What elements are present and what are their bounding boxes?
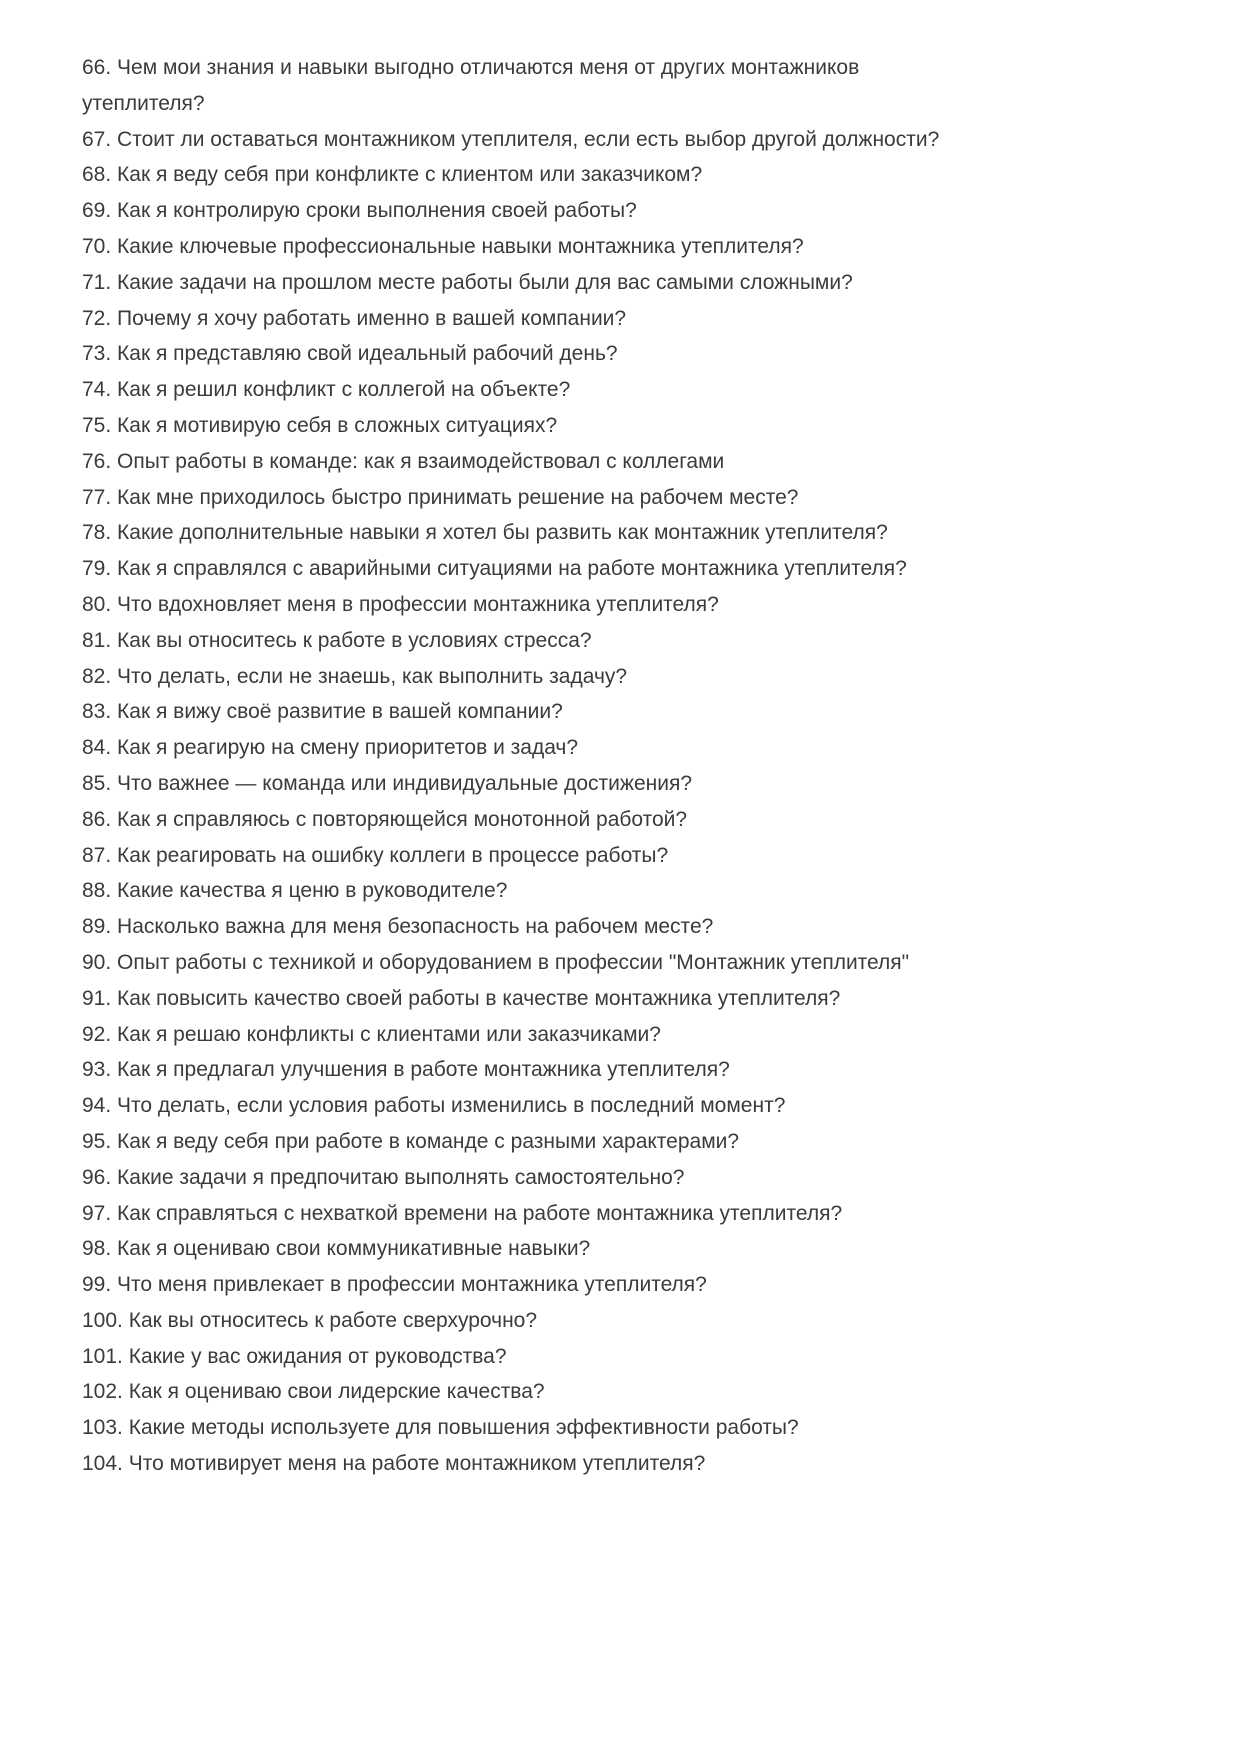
question-item: 67. Стоит ли оставаться монтажником утеплителя, если есть выбор другой должности? bbox=[82, 127, 940, 151]
question-item: 80. Что вдохновляет меня в профессии монтажника утеплителя? bbox=[82, 592, 719, 616]
question-item: 82. Что делать, если не знаешь, как выполнить задачу? bbox=[82, 664, 628, 688]
question-item: 94. Что делать, если условия работы изменились в последний момент? bbox=[82, 1094, 786, 1118]
question-item: 69. Как я контролирую сроки выполнения своей работы? bbox=[82, 199, 637, 223]
question-item: 83. Как я вижу своё развитие в вашей компании? bbox=[82, 700, 563, 724]
question-item: 98. Как я оцениваю свои коммуникативные навыки? bbox=[82, 1237, 591, 1261]
question-item: 97. Как справляться с нехваткой времени на работе монтажника утеплителя? bbox=[82, 1201, 843, 1225]
question-item: 76. Опыт работы в команде: как я взаимодействовал с коллегами bbox=[82, 449, 725, 473]
question-item: 66. Чем мои знания и навыки выгодно отличаются меня от других монтажников утеплителя? bbox=[82, 56, 860, 115]
question-item: 81. Как вы относитесь к работе в условиях стресса? bbox=[82, 628, 592, 652]
question-item: 74. Как я решил конфликт с коллегой на объекте? bbox=[82, 378, 571, 402]
question-item: 77. Как мне приходилось быстро принимать решение на рабочем месте? bbox=[82, 485, 799, 509]
question-item: 71. Какие задачи на прошлом месте работы были для вас самыми сложными? bbox=[82, 270, 853, 294]
question-list bbox=[82, 50, 972, 1482]
question-item: 78. Какие дополнительные навыки я хотел бы развить как монтажник утеплителя? bbox=[82, 521, 888, 545]
question-item: 103. Какие методы используете для повышения эффективности работы? bbox=[82, 1416, 799, 1440]
question-item: 70. Какие ключевые профессиональные навыки монтажника утеплителя? bbox=[82, 234, 804, 258]
question-item: 88. Какие качества я ценю в руководителе? bbox=[82, 879, 508, 903]
question-item: 91. Как повысить качество своей работы в качестве монтажника утеплителя? bbox=[82, 986, 841, 1010]
question-item: 87. Как реагировать на ошибку коллеги в процессе работы? bbox=[82, 843, 669, 867]
question-item: 101. Какие у вас ожидания от руководства? bbox=[82, 1344, 507, 1368]
question-item: 92. Как я решаю конфликты с клиентами или заказчиками? bbox=[82, 1022, 661, 1046]
question-item: 68. Как я веду себя при конфликте с клиентом или заказчиком? bbox=[82, 163, 703, 187]
question-item: 85. Что важнее — команда или индивидуальные достижения? bbox=[82, 771, 693, 795]
question-item: 72. Почему я хочу работать именно в вашей компании? bbox=[82, 306, 627, 330]
question-item: 90. Опыт работы с техникой и оборудованием в профессии "Монтажник утеплителя" bbox=[82, 950, 910, 974]
question-item: 102. Как я оцениваю свои лидерские качества? bbox=[82, 1380, 545, 1404]
question-item: 93. Как я предлагал улучшения в работе монтажника утеплителя? bbox=[82, 1058, 730, 1082]
question-item: 96. Какие задачи я предпочитаю выполнять самостоятельно? bbox=[82, 1165, 685, 1189]
question-item: 100. Как вы относитесь к работе сверхурочно? bbox=[82, 1308, 538, 1332]
question-item: 89. Насколько важна для меня безопасность на рабочем месте? bbox=[82, 915, 714, 939]
question-item: 86. Как я справляюсь с повторяющейся монотонной работой? bbox=[82, 807, 688, 831]
question-item: 99. Что меня привлекает в профессии монтажника утеплителя? bbox=[82, 1273, 707, 1297]
question-item: 84. Как я реагирую на смену приоритетов и задач? bbox=[82, 736, 579, 760]
question-item: 75. Как я мотивирую себя в сложных ситуациях? bbox=[82, 413, 558, 437]
question-item: 79. Как я справлялся с аварийными ситуациями на работе монтажника утеплителя? bbox=[82, 557, 907, 581]
question-item: 95. Как я веду себя при работе в команде с разными характерами? bbox=[82, 1129, 740, 1153]
question-item: 104. Что мотивирует меня на работе монтажником утеплителя? bbox=[82, 1452, 706, 1476]
question-item: 73. Как я представляю свой идеальный рабочий день? bbox=[82, 342, 618, 366]
